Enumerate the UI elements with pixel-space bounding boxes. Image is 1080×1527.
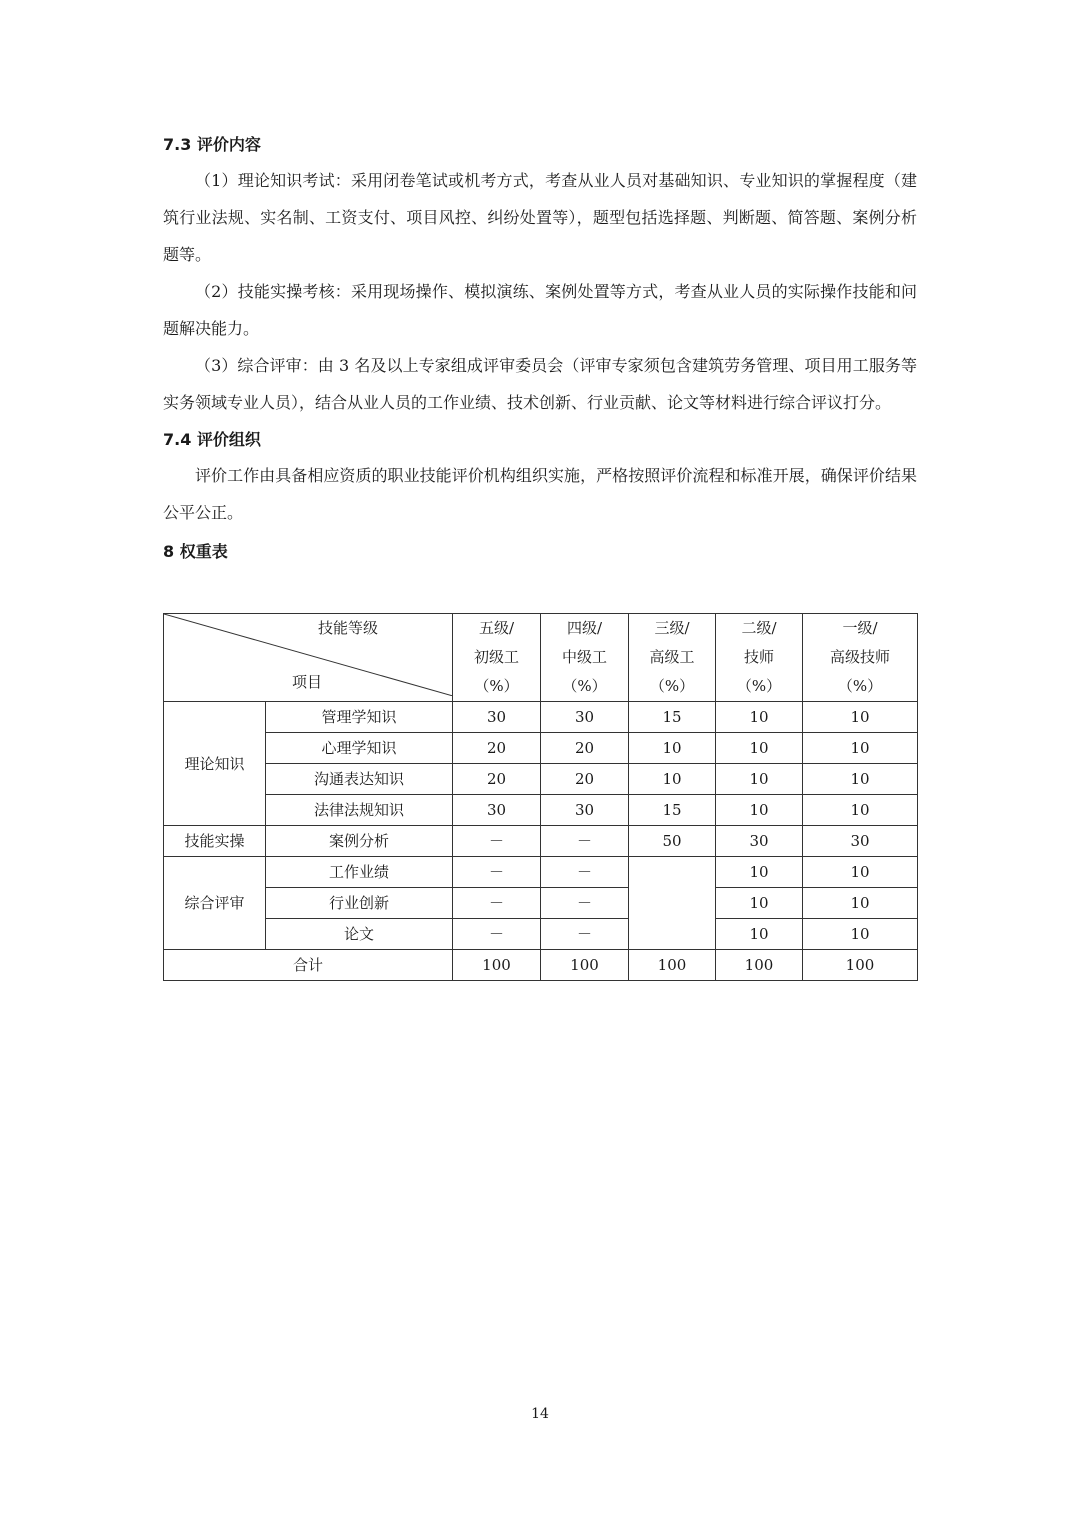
paragraph-evaluation-org: 评价工作由具备相应资质的职业技能评价机构组织实施，严格按照评价流程和标准开展，确保评价结果公平公正。 xyxy=(163,466,917,522)
level-header: 四级/ 中级工 （%） xyxy=(541,614,629,702)
value-cell: － xyxy=(541,919,629,950)
total-value-cell: 100 xyxy=(453,950,541,981)
value-cell: 20 xyxy=(453,764,541,795)
item-name-cell: 行业创新 xyxy=(266,888,453,919)
value-cell: － xyxy=(541,888,629,919)
value-cell: 20 xyxy=(541,764,629,795)
item-name-cell: 案例分析 xyxy=(266,826,453,857)
value-cell: 30 xyxy=(803,826,918,857)
page-number: 14 xyxy=(531,1406,549,1422)
value-cell: 10 xyxy=(803,857,918,888)
group-name-cell: 综合评审 xyxy=(164,857,266,950)
value-cell: 30 xyxy=(716,826,803,857)
level-header: 五级/ 初级工 （%） xyxy=(453,614,541,702)
value-cell: － xyxy=(453,919,541,950)
table-header-row xyxy=(164,614,918,702)
total-value-cell: 100 xyxy=(803,950,918,981)
table-row xyxy=(164,857,918,888)
table-row xyxy=(164,764,918,795)
value-cell: － xyxy=(453,888,541,919)
paragraph-skill-exam: （2）技能实操考核：采用现场操作、模拟演练、案例处置等方式，考查从业人员的实际操作技能和问题解决能力。 xyxy=(163,282,917,338)
table-total-row xyxy=(164,950,918,981)
value-cell: 30 xyxy=(453,795,541,826)
item-name-cell: 法律法规知识 xyxy=(266,795,453,826)
value-cell: 50 xyxy=(629,826,716,857)
value-cell: 30 xyxy=(453,702,541,733)
value-cell: 10 xyxy=(629,733,716,764)
total-label-cell: 合计 xyxy=(164,950,453,981)
value-cell: 20 xyxy=(453,733,541,764)
table-row xyxy=(164,919,918,950)
table-row xyxy=(164,733,918,764)
value-cell: － xyxy=(453,857,541,888)
value-cell: 15 xyxy=(629,795,716,826)
table-row xyxy=(164,888,918,919)
value-cell: 10 xyxy=(803,733,918,764)
level-header: 三级/ 高级工 （%） xyxy=(629,614,716,702)
value-cell: 10 xyxy=(716,733,803,764)
value-cell: 10 xyxy=(716,764,803,795)
value-cell: － xyxy=(541,857,629,888)
level-header: 二级/ 技师 （%） xyxy=(716,614,803,702)
section-7-3-title: 7.3 评价内容 xyxy=(163,135,261,154)
item-name-cell: 工作业绩 xyxy=(266,857,453,888)
group-name-cell: 理论知识 xyxy=(164,702,266,826)
value-cell: 10 xyxy=(803,919,918,950)
value-cell: 10 xyxy=(803,764,918,795)
group-name-cell: 技能实操 xyxy=(164,826,266,857)
value-cell: 20 xyxy=(541,733,629,764)
corner-level-label: 技能等级 xyxy=(318,619,379,637)
value-cell: 10 xyxy=(803,702,918,733)
total-value-cell: 100 xyxy=(629,950,716,981)
paragraph-theory-exam: （1）理论知识考试：采用闭卷笔试或机考方式，考查从业人员对基础知识、专业知识的掌握程度（建筑行业法规、实名制、工资支付、项目风控、纠纷处置等），题型包括选择题、判断题、简答题、案例分析题等。 xyxy=(163,171,917,264)
value-cell: 30 xyxy=(541,702,629,733)
table-corner-cell xyxy=(164,614,453,702)
total-value-cell: 100 xyxy=(541,950,629,981)
table-row xyxy=(164,795,918,826)
value-cell: 10 xyxy=(716,857,803,888)
value-cell-merged xyxy=(629,857,716,950)
item-name-cell: 心理学知识 xyxy=(266,733,453,764)
value-cell: － xyxy=(453,826,541,857)
value-cell: 10 xyxy=(716,702,803,733)
item-name-cell: 论文 xyxy=(266,919,453,950)
section-8-title: 8 权重表 xyxy=(163,542,228,561)
value-cell: 10 xyxy=(716,795,803,826)
item-name-cell: 管理学知识 xyxy=(266,702,453,733)
value-cell: 10 xyxy=(716,919,803,950)
corner-item-label: 项目 xyxy=(292,673,323,691)
table-row xyxy=(164,702,918,733)
value-cell: － xyxy=(541,826,629,857)
value-cell: 30 xyxy=(541,795,629,826)
value-cell: 10 xyxy=(716,888,803,919)
item-name-cell: 沟通表达知识 xyxy=(266,764,453,795)
weight-table xyxy=(163,613,918,981)
level-header: 一级/ 高级技师 （%） xyxy=(803,614,918,702)
value-cell: 10 xyxy=(629,764,716,795)
value-cell: 10 xyxy=(803,795,918,826)
document-page xyxy=(163,128,917,569)
paragraph-comprehensive-review: （3）综合评审：由 3 名及以上专家组成评审委员会（评审专家须包含建筑劳务管理、项目用工服务等实务领域专业人员），结合从业人员的工作业绩、技术创新、行业贡献、论文等材料进行综合评议打分。 xyxy=(163,356,917,412)
value-cell: 10 xyxy=(803,888,918,919)
section-7-4-title: 7.4 评价组织 xyxy=(163,430,261,449)
value-cell: 15 xyxy=(629,702,716,733)
total-value-cell: 100 xyxy=(716,950,803,981)
table-row xyxy=(164,826,918,857)
